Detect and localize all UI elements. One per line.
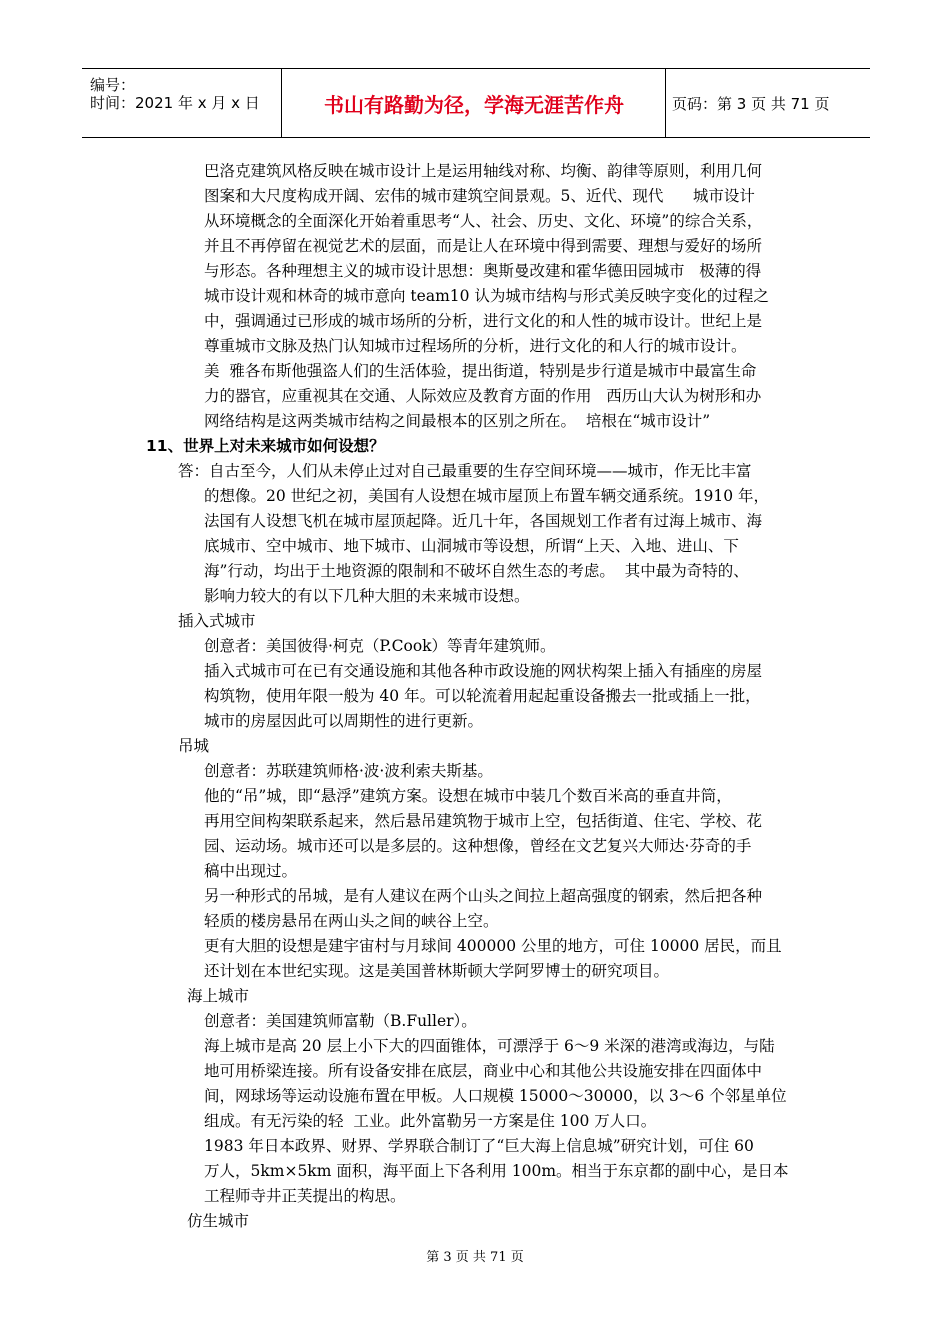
body-line: 力的器官，应重视其在交通、人际效应及教育方面的作用 西历山大认为树形和办	[204, 387, 762, 405]
body-line: 组成。有无污染的轻 工业。此外富勒另一方案是住 100 万人口。	[204, 1112, 657, 1130]
body-line: 创意者：美国建筑师富勒（B.Fuller）。	[204, 1012, 477, 1030]
body-line: 法国有人设想飞机在城市屋顶起降。近几十年，各国规划工作者有过海上城市、海	[204, 512, 763, 530]
body-line: 海”行动，均出于土地资源的限制和不破坏自然生态的考虑。 其中最为奇特的、	[204, 562, 749, 580]
body-line: 稿中出现过。	[204, 862, 298, 880]
body-line: 1983 年日本政界、财界、学界联合制订了“巨大海上信息城”研究计划，可住 60	[204, 1137, 754, 1155]
body-line: 的想像。20 世纪之初，美国有人设想在城市屋顶上布置车辆交通系统。1910 年，	[204, 487, 770, 505]
body-line: 城市设计观和林奇的城市意向 team10 认为城市结构与形式美反映字变化的过程之	[204, 287, 769, 305]
body-line: 万人，5km×5km 面积，海平面上下各利用 100m。相当于东京都的副中心，是日本	[204, 1162, 789, 1180]
subheading: 插入式城市	[178, 612, 256, 630]
body-line: 城市的房屋因此可以周期性的进行更新。	[204, 712, 484, 730]
header-meta	[82, 69, 282, 137]
body-line: 轻质的楼房悬吊在两山头之间的峡谷上空。	[204, 912, 499, 930]
section-heading: 11、世界上对未来城市如何设想？	[146, 437, 385, 455]
doc-date-label: 时间：2021 年 x 月 x 日	[90, 94, 260, 112]
body-line: 另一种形式的吊城，是有人建议在两个山头之间拉上超高强度的钢索，然后把各种	[204, 887, 763, 905]
body-line: 间，网球场等运动设施布置在甲板。人口规模 15000～30000，以 3～6 个邻星单位	[204, 1087, 787, 1105]
body-line: 工程师寺井正芙提出的构思。	[204, 1187, 406, 1205]
body-line: 并且不再停留在视觉艺术的层面，而是让人在环境中得到需要、理想与爱好的场所	[204, 237, 763, 255]
header-page-number: 页码：第 3 页 共 71 页	[672, 94, 830, 113]
body-line: 海上城市是高 20 层上小下大的四面锥体，可漂浮于 6～9 米深的港湾或海边，与陆	[204, 1037, 775, 1055]
body-line: 再用空间构架联系起来，然后悬吊建筑物于城市上空，包括街道、住宅、学校、花	[204, 812, 763, 830]
body-line: 还计划在本世纪实现。这是美国普林斯顿大学阿罗博士的研究项目。	[204, 962, 670, 980]
body-line: 从环境概念的全面深化开始着重思考“人、社会、历史、文化、环境”的综合关系，	[204, 212, 763, 230]
body-line: 他的“吊”城，即“悬浮”建筑方案。设想在城市中装几个数百米高的垂直井筒，	[204, 787, 732, 805]
page-footer: 第 3 页 共 71 页	[426, 1250, 524, 1265]
body-line: 插入式城市可在已有交通设施和其他各种市政设施的网状构架上插入有插座的房屋	[204, 662, 763, 680]
body-line: 构筑物，使用年限一般为 40 年。可以轮流着用起起重设备搬去一批或插上一批，	[204, 687, 761, 705]
body-line: 巴洛克建筑风格反映在城市设计上是运用轴线对称、均衡、韵律等原则，利用几何	[204, 162, 763, 180]
page-header	[82, 68, 870, 138]
subheading: 海上城市	[187, 987, 250, 1005]
body-line: 创意者：苏联建筑师格·波·波利索夫斯基。	[204, 762, 493, 780]
body-line: 尊重城市文脉及热门认知城市过程场所的分析，进行文化的和人行的城市设计。	[204, 337, 747, 355]
body-line: 图案和大尺度构成开阔、宏伟的城市建筑空间景观。5、近代、现代 城市设计	[204, 187, 755, 205]
subheading: 吊城	[178, 737, 210, 755]
body-line: 影响力较大的有以下几种大胆的未来城市设想。	[204, 587, 530, 605]
body-line: 地可用桥梁连接。所有设备安排在底层，商业中心和其他公共设施安排在四面体中	[204, 1062, 763, 1080]
body-line: 网络结构是这两类城市结构之间最根本的区别之所在。 培根在“城市设计”	[204, 412, 711, 430]
answer-line: 答：自古至今，人们从未停止过对自己最重要的生存空间环境——城市，作无比丰富	[178, 462, 752, 480]
body-line: 更有大胆的设想是建宇宙村与月球间 400000 公里的地方，可住 10000 居民，而且	[204, 937, 782, 955]
body-line: 创意者：美国彼得·柯克（P.Cook）等青年建筑师。	[204, 637, 556, 655]
subheading: 仿生城市	[187, 1212, 250, 1230]
doc-number-label: 编号：	[90, 76, 136, 94]
body-line: 园、运动场。城市还可以是多层的。这种想像，曾经在文艺复兴大师达·芬奇的手	[204, 837, 752, 855]
body-line: 中，强调通过已形成的城市场所的分析，进行文化的和人性的城市设计。世纪上是	[204, 312, 763, 330]
header-motto: 书山有路勤为径，学海无涯苦作舟	[324, 92, 624, 117]
body-line: 美 雅各布斯他强盗人们的生活体验，提出街道，特别是步行道是城市中最富生命	[204, 362, 757, 380]
body-line: 与形态。各种理想主义的城市设计思想：奥斯曼改建和霍华德田园城市 极薄的得	[204, 262, 762, 280]
body-line: 底城市、空中城市、地下城市、山洞城市等设想，所谓“上天、入地、进山、下	[204, 537, 739, 555]
